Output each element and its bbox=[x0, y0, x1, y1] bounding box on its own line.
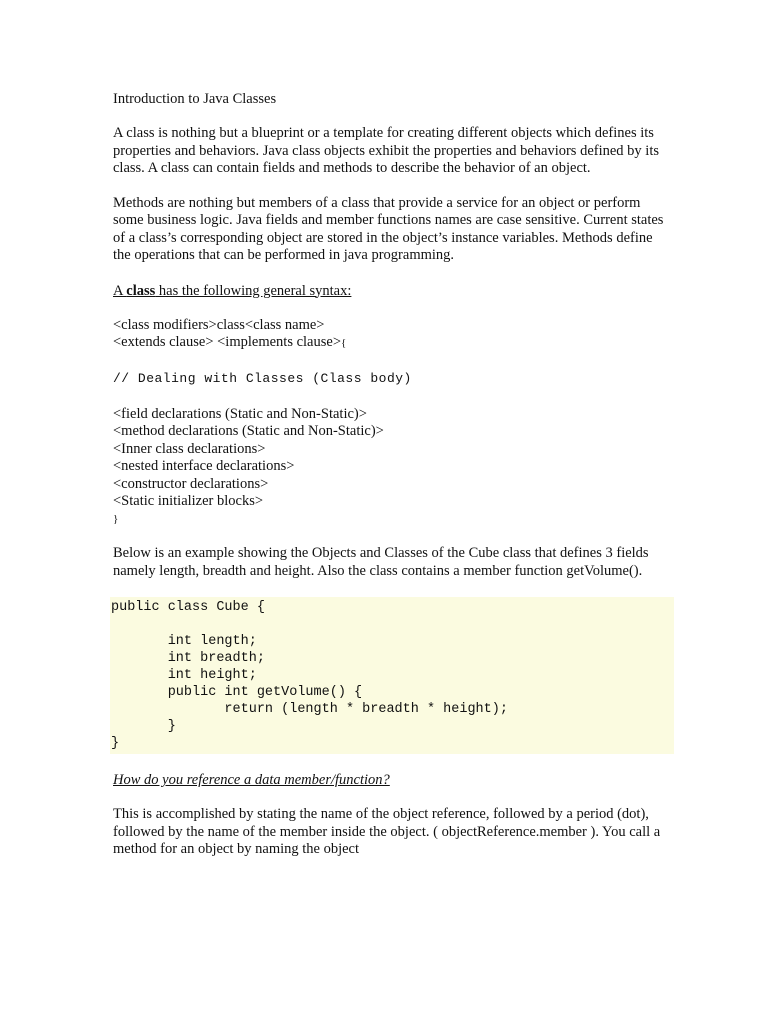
code-line: public class Cube { bbox=[111, 600, 265, 615]
syntax-heading-suffix: has the following general syntax: bbox=[155, 282, 352, 299]
open-brace: { bbox=[341, 337, 347, 349]
code-line: public int getVolume() { bbox=[111, 685, 363, 700]
code-line bbox=[110, 616, 674, 633]
document-page bbox=[113, 90, 673, 876]
code-line: return (length * breadth * height); bbox=[111, 702, 508, 717]
paragraph-reference-answer: This is accomplished by stating the name of the object reference, followed by a period (dot), followed by the name of the member inside the object. ( objectReference.member ). You call a method for an object by naming the object bbox=[113, 806, 661, 857]
code-line: int length; bbox=[111, 634, 257, 649]
body-line: <Inner class declarations> bbox=[113, 440, 266, 457]
paragraph-class-definition: A class is nothing but a blueprint or a template for creating different objects which defines its properties and behaviors. Java class objects exhibit the properties and behaviors defined by its class. A class can contain fields and methods to describe the behavior of an object. bbox=[113, 125, 660, 176]
syntax-line: <class modifiers>class<class name> bbox=[113, 316, 325, 333]
code-block bbox=[110, 597, 674, 754]
paragraph-cube-example: Below is an example showing the Objects and Classes of the Cube class that defines 3 fields namely length, breadth and height. Also the class contains a member function getVolume(). bbox=[113, 545, 649, 579]
code-line: int height; bbox=[111, 668, 257, 683]
class-body-lines bbox=[113, 406, 673, 529]
body-line: <method declarations (Static and Non-Static)> bbox=[113, 423, 384, 439]
document-title: Introduction to Java Classes bbox=[113, 91, 277, 107]
syntax-heading-prefix: A bbox=[113, 282, 127, 299]
close-brace: } bbox=[113, 512, 119, 525]
syntax-heading bbox=[113, 282, 673, 300]
class-body-comment: // Dealing with Classes (Class body) bbox=[113, 370, 412, 386]
syntax-heading-bold: class bbox=[126, 282, 156, 299]
body-line: <field declarations (Static and Non-Static)> bbox=[113, 405, 367, 422]
paragraph-methods: Methods are nothing but members of a class that provide a service for an object or perform some business logic. Java fields and member functions names are case sensitive. Current states of a class’s corresponding object are stored in the object’s instance variables. Methods define the operations that can be performed in java programming. bbox=[113, 194, 664, 263]
body-line: <nested interface declarations> bbox=[113, 458, 295, 474]
body-line: <Static initializer blocks> bbox=[113, 493, 264, 509]
body-line: <constructor declarations> bbox=[113, 475, 269, 492]
code-line: } bbox=[111, 736, 120, 751]
reference-question-heading: How do you reference a data member/function? bbox=[113, 772, 390, 788]
syntax-lines bbox=[113, 317, 673, 353]
code-line: int breadth; bbox=[111, 651, 265, 666]
code-line: } bbox=[111, 719, 176, 734]
syntax-line: <extends clause> <implements clause>{ bbox=[113, 334, 347, 350]
